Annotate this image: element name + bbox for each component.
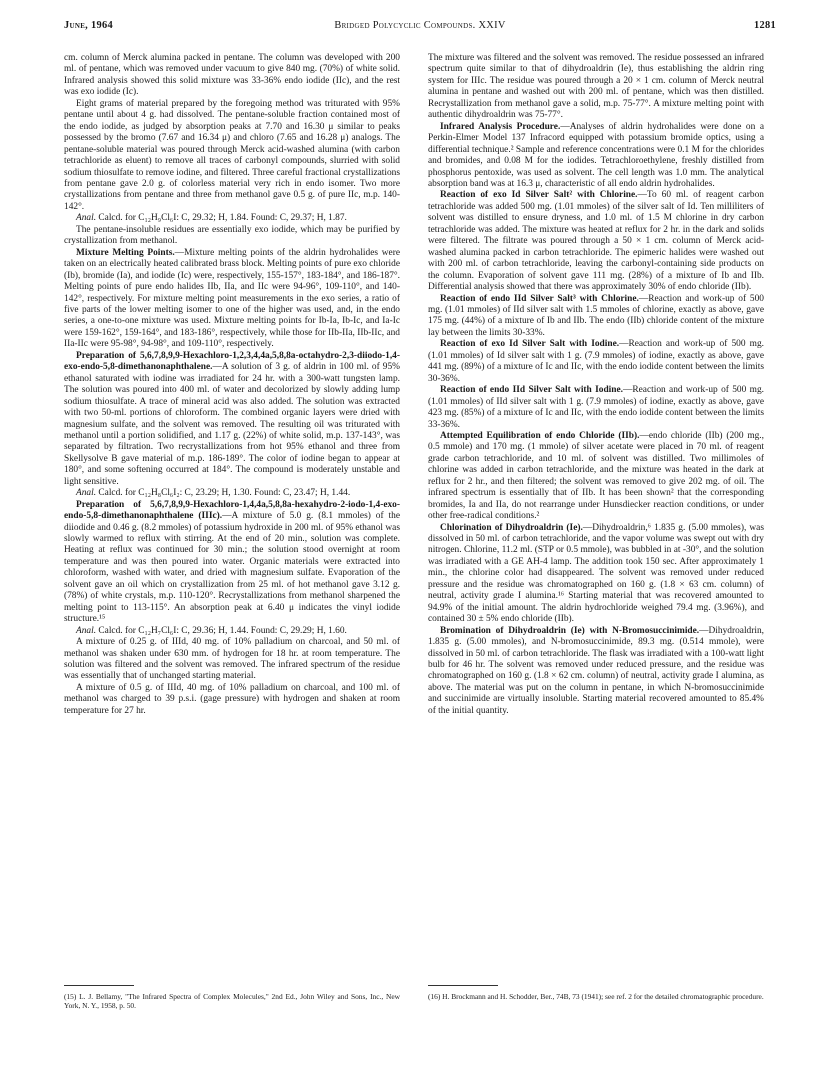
paragraph-heading: Chlorination of Dihydroaldrin (Ie). bbox=[440, 522, 583, 533]
paragraph-text: A mixture of 0.5 g. of IIId, 40 mg. of 10% palladium on charcoal, and 100 ml. of methanol was charged to 39 p.s.i. (gage pressure) with hydrogen and shaken at room temperature for 27 hr. bbox=[64, 682, 400, 716]
paragraph-text: —Dihydroaldrin, 1.835 g. (5.00 mmoles), and N-bromosuccinimide, 89.3 mg. (0.514 mmole), were dissolved in 50 ml. of carbon tetrachloride. The flask was irradiated with a 100-watt light bulb for 46 hr. The solvent was removed under reduced pressure, and the residue was chromatographed on 160 g. (1.8 × 62 cm. column) of neutral, activity grade I alumina, as above. The material was put on the column in pentane, in which N-bromosuccinimide and succinimide are virtually insoluble. Starting material recovered amounted to 85.4% of the initial quantity. bbox=[428, 625, 764, 716]
header-date: June, 1964 bbox=[64, 20, 113, 31]
paragraph bbox=[428, 53, 764, 122]
paragraph-text: —Mixture melting points of the aldrin hydrohalides were taken on an electrically heated calibrated brass block. Melting points of pure exo chloride (Ib), bromide (Ia), and iodide (Ic) were, respectively, 155-157°, 183-184°, and 186-187°. Melting points of pure endo halides IIb, IIa, and IIc were 94-96°, 109-110°, and 140-142°, respectively. For mixture melting point measurements in the exo series, a ratio of five parts of the lower melting isomer to one of the higher was used, and, in the endo series, a one-to-one mixture was used. Mixture melting points for Ib-Ia, Ib-Ic, and Ia-Ic were 159-162°, 159-164°, and 183-186°, respectively, while those for IIb-IIa, IIb-IIc, and IIa-IIc were 95-98°, 94-98°, and 109-110°, respectively. bbox=[64, 247, 400, 350]
paragraph bbox=[64, 225, 400, 248]
paragraph bbox=[64, 248, 400, 351]
paragraph-heading: Infrared Analysis Procedure. bbox=[440, 121, 561, 132]
paragraph bbox=[64, 53, 400, 99]
paragraph-text: Calcd. for C₁₂H₈Cl₆I₂: C, 23.29; H, 1.30. Found: C, 23.47; H, 1.44. bbox=[96, 488, 351, 499]
paragraph-heading: Preparation of 5,6,7,8,9,9-Hexachloro-1,4,4a,5,8,8a-hexahydro-2-iodo-1,4-exo-endo-5,8-dimethanonaphthalene (IIIc). bbox=[64, 499, 400, 522]
header-page-number: 1281 bbox=[754, 20, 776, 31]
paragraph-heading: Anal. bbox=[76, 213, 97, 224]
paragraph-text: The pentane-insoluble residues are essentially exo iodide, which may be purified by crystallization from methanol. bbox=[64, 224, 400, 247]
paragraph-text: cm. column of Merck alumina packed in pentane. The column was developed with 200 ml. of pentane, which was removed under vacuum to give 840 mg. (70%) of white solid. Infrared analysis showed this solid mixture was 33-36% endo iodide (IIc), and the rest was exo iodide (Ic). bbox=[64, 53, 400, 98]
left-column bbox=[64, 53, 400, 975]
paragraph-heading: Mixture Melting Points. bbox=[76, 247, 175, 258]
paragraph bbox=[64, 213, 400, 224]
paragraph bbox=[64, 637, 400, 683]
paragraph-text: —A solution of 3 g. of aldrin in 100 ml. of 95% ethanol saturated with iodine was irradiated for 24 hr. with a 300-watt tungsten lamp. The solution was poured into 400 ml. of water and decolorized by slowly adding lump sodium thiosulfate. A trace of mineral acid was also added. The solution was extracted with two 50-ml. portions of chloroform. The combined organic layers were dried with magnesium sulfate, and the solvent was removed. The resulting oil was triturated with methanol until a portion solidified, and 1.17 g. (22%) of white solid, m.p. 137-143°, was separated by filtration. Two recrystallizations from hot 95% ethanol and three from Skellysolve B gave material of m.p. 186-189°. The color of iodine began to appear at 180°, and some softening occurred at 184°. The compound is moderately unstable and light sensitive. bbox=[64, 362, 400, 487]
paragraph bbox=[428, 190, 764, 293]
footnote-left: (15) L. J. Bellamy, "The Infrared Spectra of Complex Molecules," 2nd Ed., John Wiley and Sons, Inc., New York, N. Y., 1958, p. 50. bbox=[64, 992, 400, 1011]
paragraph-heading: Reaction of endo IId Silver Salt³ with Chlorine. bbox=[440, 293, 639, 304]
paragraph-text: —Dihydroaldrin,⁶ 1.835 g. (5.00 mmoles), was dissolved in 50 ml. of carbon tetrachloride, and the vapor volume was swept out with dry nitrogen. Chlorine, 11.2 ml. (STP or 0.5 mmole), was bubbled in at -30°, and the solution was irradiated with a GE AH-4 lamp. The addition took 150 sec. After approximately 1 min., the chlorine color had disappeared. The solvent was removed under reduced pressure and the residue was chromatographed on 160 g. (1.8 × 63 cm. column) of neutral, activity grade I alumina.¹⁶ Starting material that was recovered amounted to 94.9% of the initial amount. The aldrin hydrochloride weighed 79.4 mg. (3.96%), and contained 30 ± 5% endo chloride (IIb). bbox=[428, 522, 764, 625]
paragraph-text: —A mixture of 5.0 g. (8.1 mmoles) of the diiodide and 0.46 g. (8.2 mmoles) of potassium hydroxide in 200 ml. of 95% ethanol was slowly warmed to reflux with stirring. At the end of 20 min., solution was complete. Heating at reflux was continued for 30 min.; the solution stood overnight at room temperature and was then poured into water. Organic materials were extracted into chloroform, washed with water, and dried with magnesium sulfate. Evaporation of the solvent gave an oil which on crystallization from 25 ml. of hot methanol gave 3.12 g. (78%) of white crystals, m.p. 110-120°. Recrystallizations from methanol sharpened the melting point to 113-115°. An absorption peak at 6.40 μ indicates the vinyl iodide structure.¹⁵ bbox=[64, 511, 400, 625]
header-journal-title: Bridged Polycyclic Compounds. XXIV bbox=[334, 20, 506, 31]
paragraph-text: —To 60 ml. of reagent carbon tetrachloride was added 500 mg. (1.01 mmoles) of the silver salt of Id. Ten milliliters of solvent was distilled to ensure dryness, and 1.0 ml. of 1.5 M chlorine in dry carbon tetrachloride was added. The mixture was heated at reflux for 2 hr. in the dark and solids were filtered. The filtrate was poured through a 50 × 1 cm. column of Merck acid-washed alumina packed in carbon tetrachloride. The epimeric halides were washed out with 200 ml. of carbon tetrachloride, leaving the carbonyl-containing side products on the column. Evaporation of solvent gave 111 mg. (28%) of a mixture of Ib and IIb. Differential analysis showed that there was approximately 30% of endo chloride (IIb). bbox=[428, 190, 764, 293]
paragraph bbox=[428, 339, 764, 385]
paragraph-text: —Reaction and work-up of 500 mg. (1.01 mmoles) of IId silver salt with 1 g. (7.9 mmoles) of iodine, exactly as above, gave 423 mg. (85%) of a mixture of Ic and IIc, with the endo iodide content between the limits 33-36%. bbox=[428, 385, 764, 430]
paragraph-text: —Reaction and work-up of 500 mg. (1.01 mmoles) of IId silver salt with 1.5 mmoles of chlorine, exactly as above, gave 175 mg. (44%) of a mixture of Ib and IIb. The endo (IIb) chloride content of the mixture lay between the limits 30-33%. bbox=[428, 293, 764, 338]
paragraph-heading: Reaction of exo Id Silver Salt with Iodine. bbox=[440, 339, 620, 350]
paragraph-text: Eight grams of material prepared by the foregoing method was triturated with 95% pentane until about 4 g. had dissolved. The pentane-soluble fraction contained most of the endo iodide, as judged by absorption peaks at 7.70 and 16.30 μ similar to peaks possessed by the bromo (7.67 and 16.34 μ) and chloro (7.65 and 16.28 μ) analogs. The pentane-soluble material was poured through Merck acid-washed alumina (with carbon tetrachloride as eluent) to remove all traces of carbonyl compounds, slurried with solid sodium thiosulfate to remove iodine, and filtered. Three careful fractional crystallizations from pentane gave 2.0 g. of colorless material very rich in endo isomer. Two more crystallizations from pentane and three from methanol gave 0.5 g. of pure IIc, m.p. 140-142°. bbox=[64, 98, 400, 212]
paragraph-text: Calcd. for C₁₂H₉Cl₆I: C, 29.32; H, 1.84. Found: C, 29.37; H, 1.87. bbox=[96, 213, 347, 224]
footnote-right: (16) H. Brockmann and H. Schodder, Ber., 74B, 73 (1941); see ref. 2 for the detailed chromatographic procedure. bbox=[428, 992, 764, 1001]
paragraph bbox=[64, 488, 400, 499]
paragraph bbox=[64, 99, 400, 214]
paragraph-heading: Anal. bbox=[76, 488, 97, 499]
paragraph-text: A mixture of 0.25 g. of IIId, 40 mg. of 10% palladium on charcoal, and 50 ml. of methanol was shaken under 630 mm. of hydrogen for 18 hr. at room temperature. The solution was filtered and the solvent was removed. The infrared spectrum of the residue was essentially that of unchanged starting material. bbox=[64, 637, 400, 682]
paragraph-heading: Bromination of Dihydroaldrin (Ie) with N-Bromosuccinimide. bbox=[440, 625, 700, 636]
paragraph-heading: Attempted Equilibration of endo Chloride (IIb). bbox=[440, 430, 640, 441]
running-header bbox=[64, 20, 776, 36]
paragraph-text: —endo chloride (IIb) (200 mg., 0.5 mmole) and 170 mg. (1 mmole) of silver acetate were placed in 70 ml. of reagent grade carbon tetrachloride, and 10 ml. of solvent was distilled. Two millimoles of chlorine was added in carbon tetrachloride, and the mixture was heated in the dark at reflux for 2 hr., and then filtered; the solvent was removed to give 202 mg. of oil. The infrared spectrum is essentially that of IIb. It has been shown² that the corresponding bromides, Ia and IIa, do not rearrange under Hunsdiecker reaction conditions, or under other free-radical conditions.² bbox=[428, 430, 764, 522]
paragraph bbox=[64, 683, 400, 717]
paragraph-text: Calcd. for C₁₂H₇Cl₆I: C, 29.36; H, 1.44. Found: C, 29.29; H, 1.60. bbox=[96, 625, 347, 636]
footnote-rule-right bbox=[428, 985, 498, 986]
paragraph bbox=[428, 523, 764, 626]
paragraph-heading: Anal. bbox=[76, 625, 97, 636]
paragraph bbox=[428, 431, 764, 523]
paragraph bbox=[428, 385, 764, 431]
paragraph bbox=[428, 122, 764, 191]
paragraph bbox=[428, 294, 764, 340]
paragraph-heading: Reaction of exo Id Silver Salt² with Chlorine. bbox=[440, 190, 638, 201]
paragraph-text: —Analyses of aldrin hydrohalides were done on a Perkin-Elmer Model 137 Infracord equipped with potassium bromide optics, using a differential technique.² Sample and reference concentrations were 0.1 M for the chlorides and bromides, and 0.08 M for the iodides. Tetrachloroethylene, freshly distilled from phosphorus pentoxide, was used as solvent. The cell length was 1.0 mm. The analytical absorption band was at 16.3 μ, characteristic of all endo aldrin hydrohalides. bbox=[428, 121, 764, 189]
footnote-rule-left bbox=[64, 985, 134, 986]
paragraph bbox=[64, 626, 400, 637]
paragraph-heading: Reaction of endo IId Silver Salt with Iodine. bbox=[440, 385, 623, 396]
paragraph-text: The mixture was filtered and the solvent was removed. The residue possessed an infrared spectrum quite similar to that of dihydroaldrin (Ie), thus establishing the aldrin ring system for IIIc. The residue was poured through a 20 × 1 cm. column of Merck neutral alumina in pentane and washed out with 200 ml. of pentane, which was then distilled. Recrystallization from methanol gave a solid, m.p. 75-77°. A mixture melting point with authentic dihydroaldrin was 75-77°. bbox=[428, 53, 764, 121]
paragraph-heading: Preparation of 5,6,7,8,9,9-Hexachloro-1,2,3,4,4a,5,8,8a-octahydro-2,3-diiodo-1,4-exo-endo-5,8-dimethanonaphthalene. bbox=[64, 350, 400, 373]
paragraph bbox=[428, 626, 764, 718]
paragraph-text: —Reaction and work-up of 500 mg. (1.01 mmoles) of Id silver salt with 1 g. (7.9 mmoles) of iodine, exactly as above, gave 441 mg. (89%) of a mixture of Ic and IIc, with the endo iodide content between the limits 30-36%. bbox=[428, 339, 764, 384]
right-column bbox=[428, 53, 764, 975]
paragraph bbox=[64, 351, 400, 488]
paragraph bbox=[64, 500, 400, 626]
